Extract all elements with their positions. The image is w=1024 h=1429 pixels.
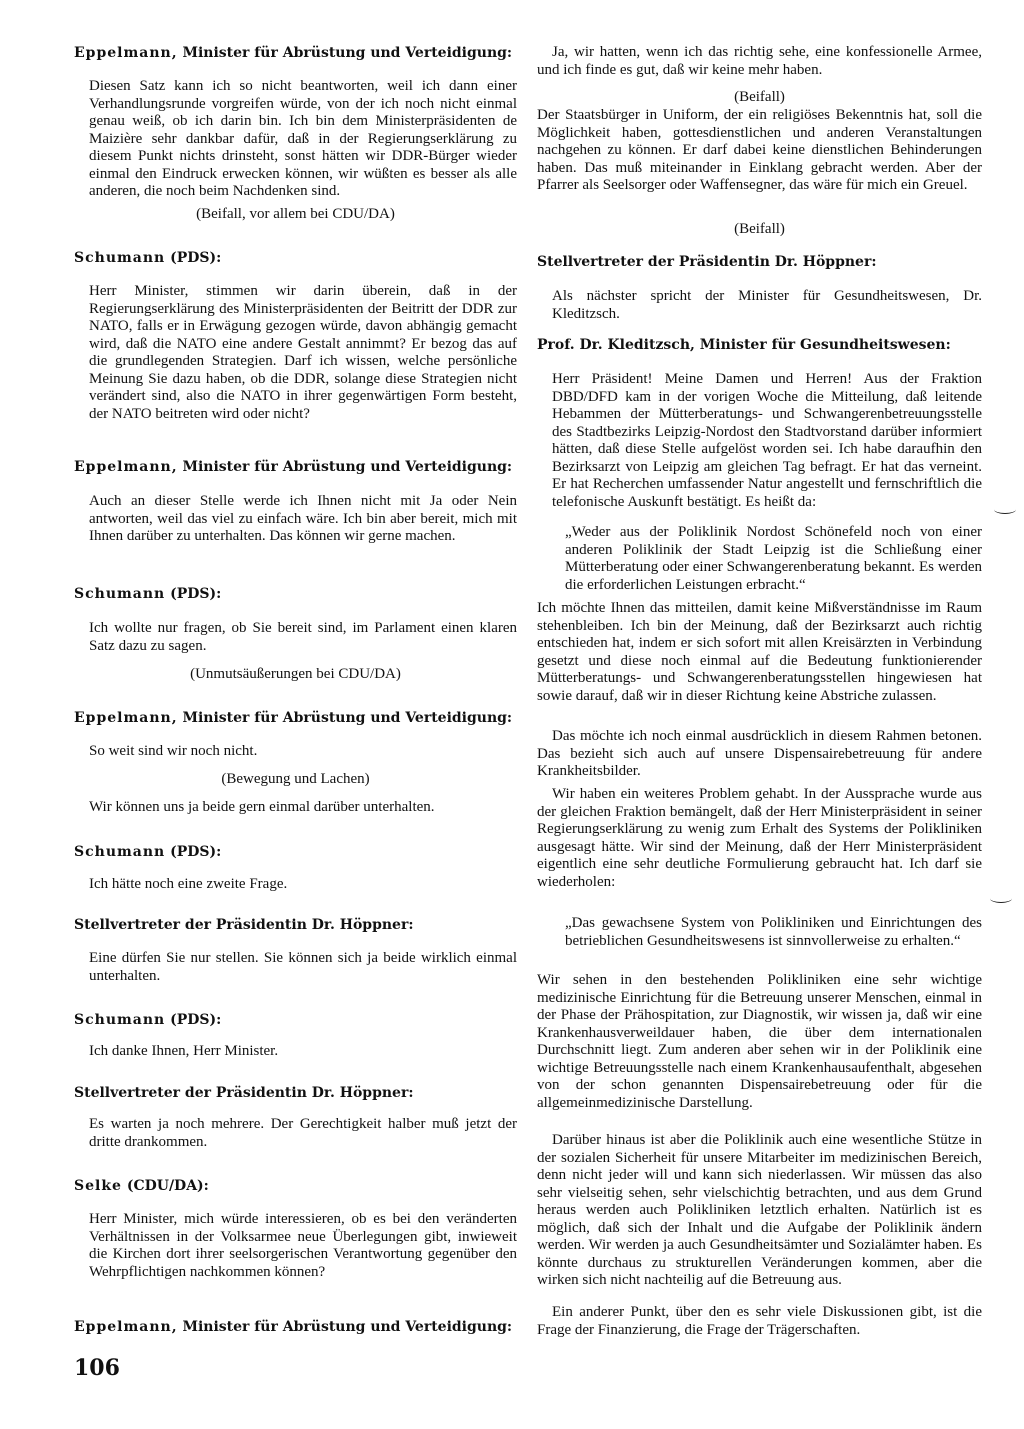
- speech-paragraph: Ein anderer Punkt, über den es sehr viele Diskussionen gibt, ist die Frage der Finanzierung, die Frage der Trägerschaften.: [537, 1304, 982, 1338]
- margin-mark: [990, 894, 1012, 903]
- speaker-heading: Stellvertreter der Präsidentin Dr. Höppner:: [74, 1085, 414, 1101]
- quote-block: „Weder aus der Poliklinik Nordost Schönefeld noch von einer anderen Poliklinik der Stadt Leipzig ist die Schließung einer Mütterberatung oder einer Schwangerenberatung bekannt. Es werden die erforderlichen Leistungen erbracht.“: [565, 524, 982, 593]
- speaker-heading: Schumann (PDS):: [74, 844, 222, 860]
- speech-paragraph: Ich danke Ihnen, Herr Minister.: [89, 1043, 279, 1059]
- speech-paragraph: Ich wollte nur fragen, ob Sie bereit sind, im Parlament einen klaren Satz dazu zu sagen.: [89, 620, 517, 654]
- speech-paragraph: Ich möchte Ihnen das mitteilen, damit keine Mißverständnisse im Raum stehenbleiben. Ich bin der Meinung, daß der Bezirksarzt auch richtig entschieden hat, indem er sich sofort mit allen Kreisärzten in Verbindung gesetzt und diese noch einmal auf die Bedeutung funktionierender Mütterberatungs- und Schwangerenberatungsstellen hingewiesen hat sowie darauf, daß wir in dieser Richtung keine Abstriche zulassen.: [537, 600, 982, 704]
- page-number: 106: [74, 1355, 120, 1381]
- speaker-heading: Prof. Dr. Kleditzsch, Minister für Gesundheitswesen:: [537, 337, 951, 353]
- speaker-heading: Schumann (PDS):: [74, 250, 222, 266]
- speech-paragraph: Wir haben ein weiteres Problem gehabt. In der Aussprache wurde aus der gleichen Fraktion bemängelt, daß der Herr Ministerpräsident in seiner Regierungserklärung zu wenig zum Erhalt des Systems der Polikliniken ausgesagt hätte. Wir sind der Meinung, daß der Herr Ministerpräsident eigentlich eine sehr deutliche Formulierung gebraucht hat. Ich darf sie wiederholen:: [537, 786, 982, 890]
- speech-paragraph: Der Staatsbürger in Uniform, der ein religiöses Bekenntnis hat, soll die Möglichkeit haben, gottesdienstlichen und anderen Veranstaltungen nachgehen zu können. Er darf dabei keine dienstlichen Behinderungen haben. Das muß miteinander in Einklang gebracht werden. Aber der Pfarrer als Seelsorger oder Waffensegner, das wäre für mich ein Greuel.: [537, 107, 982, 193]
- speech-paragraph: Herr Minister, stimmen wir darin überein, daß in der Regierungserklärung des Ministerpräsidenten der Beitritt der DDR zur NATO, falls er in Erwägung gezogen würde, davon abhängig gemacht wird, daß die NATO eine andere Gestalt annimmt? Er bezog das auf die grundlegenden Strategien. Darf ich wissen, welche persönliche Meinung Sie dazu haben, ob die DDR, solange diese Strategien nicht verändert sind, also die NATO in ihrer gegenwärtigen Form besteht, der NATO beitreten wird oder nicht?: [89, 283, 517, 422]
- speech-paragraph: Das möchte ich noch einmal ausdrücklich in diesem Rahmen betonen. Das bezieht sich auch auf unsere Dispensairebetreuung für andere Krankheitsbilder.: [537, 728, 982, 779]
- speaker-heading: Stellvertreter der Präsidentin Dr. Höppner:: [537, 254, 877, 270]
- speaker-heading: Schumann (PDS):: [74, 586, 222, 602]
- speech-paragraph: So weit sind wir noch nicht.: [89, 743, 258, 759]
- stage-direction: (Unmutsäußerungen bei CDU/DA): [190, 666, 401, 682]
- speech-paragraph: Eine dürfen Sie nur stellen. Sie können sich ja beide wirklich einmal unterhalten.: [89, 950, 517, 984]
- speech-paragraph: Herr Minister, mich würde interessieren, ob es bei den veränderten Verhältnissen in der Volksarmee neue Überlegungen gibt, inwieweit die Kirchen dort ihrer seelsorgerischen Verantwortung gegenüber den Wehrpflichtigen nachkommen können?: [89, 1211, 517, 1280]
- quote-block: „Das gewachsene System von Polikliniken und Einrichtungen des betrieblichen Gesundheitswesens ist sinnvollerweise zu erhalten.“: [565, 915, 982, 949]
- speaker-heading: Selke (CDU/DA):: [74, 1178, 209, 1194]
- stage-direction: (Beifall, vor allem bei CDU/DA): [196, 206, 395, 222]
- speech-paragraph: Ich hätte noch eine zweite Frage.: [89, 876, 288, 892]
- speech-paragraph: Ja, wir hatten, wenn ich das richtig sehe, eine konfessionelle Armee, und ich finde es gut, daß wir keine mehr haben.: [537, 44, 982, 78]
- speaker-heading: Eppelmann, Minister für Abrüstung und Verteidigung:: [74, 459, 513, 475]
- speaker-heading: Stellvertreter der Präsidentin Dr. Höppner:: [74, 917, 414, 933]
- speech-paragraph: Es warten ja noch mehrere. Der Gerechtigkeit halber muß jetzt der dritte drankommen.: [89, 1116, 517, 1150]
- speech-paragraph: Auch an dieser Stelle werde ich Ihnen nicht mit Ja oder Nein antworten, weil das viel zu einfach wäre. Ich bin aber bereit, mich mit Ihnen darüber zu unterhalten. Das können wir gerne machen.: [89, 493, 517, 544]
- stage-direction: (Beifall): [734, 89, 785, 105]
- speech-paragraph: Diesen Satz kann ich so nicht beantworten, weil ich dann einer Verhandlungsrunde vorgreifen würde, von der ich noch nicht einmal genau weiß, ob ich darin bin. Ich bin dem Ministerpräsidenten de Maizière sehr dankbar dafür, daß in der Regierungserklärung zu diesem Punkt nichts drinsteht, sonst hätten wir DDR-Bürger wieder einmal den Eindruck erwecken können, wir wüßten es besser als alle anderen, die noch beim Nachdenken sind.: [89, 78, 517, 199]
- stage-direction: (Beifall): [734, 221, 785, 237]
- speech-paragraph: Als nächster spricht der Minister für Gesundheitswesen, Dr. Kleditzsch.: [552, 288, 982, 322]
- stage-direction: (Bewegung und Lachen): [221, 771, 370, 787]
- speech-paragraph: Wir können uns ja beide gern einmal darüber unterhalten.: [89, 799, 435, 815]
- margin-mark: [994, 505, 1016, 514]
- speech-paragraph: Darüber hinaus ist aber die Poliklinik auch eine wesentliche Stütze in der sozialen Sicherheit für unsere Mitarbeiter im medizinischen Bereich, denn nicht jeder will und kann sich niederlassen. Wir müssen das also sehr vielseitig sehen, sehr vielschichtig betrachten, und aus dem Grund heraus werden auch Polikliniken letztlich erhalten. Natürlich ist es möglich, daß sich der Inhalt und die Aufgabe der Poliklinik ändern werden. Wir werden ja auch Gesundheitsämter und Sozialämter haben. Es könnte durchaus zu strukturellen Veränderungen kommen, aber die wirken sich nicht nachteilig auf die Betreuung aus.: [537, 1132, 982, 1288]
- speaker-heading: Eppelmann, Minister für Abrüstung und Verteidigung:: [74, 1319, 513, 1335]
- speech-paragraph: Wir sehen in den bestehenden Polikliniken eine sehr wichtige medizinische Einrichtung für die Betreuung unserer Menschen, einmal in der Phase der Prähospitation, zur Diagnostik, wir wissen ja, daß wir eine Krankenhausverweildauer haben, die über dem internationalen Durchschnitt liegt. Zum anderen aber sehen wir in der Poliklinik eine wichtige Betreuungsstelle nach einem Krankenhausaufenthalt, abgesehen von der schon genannten Dispensairebetreuung oder für die allgemeinmedizinische Darstellung.: [537, 972, 982, 1111]
- speech-paragraph: Herr Präsident! Meine Damen und Herren! Aus der Fraktion DBD/DFD kam in der vorigen Woche die Mitteilung, daß leitende Hebammen der Mütterberatungs- und Schwangerenbetreuungsstelle des Stadtbezirks Leipzig-Nordost den Stadtvorstand darüber informiert hätten, daß diese Stelle aufgelöst worden sei. Ich habe daraufhin den Bezirksarzt von Leipzig am gleichen Tag befragt. Er hat das verneint. Er hat Recherchen umfassender Natur angestellt und fernschriftlich die telefonische Auskunft bestätigt. Es heißt da:: [552, 371, 982, 510]
- speaker-heading: Eppelmann, Minister für Abrüstung und Verteidigung:: [74, 45, 513, 61]
- speaker-heading: Schumann (PDS):: [74, 1012, 222, 1028]
- speaker-heading: Eppelmann, Minister für Abrüstung und Verteidigung:: [74, 710, 513, 726]
